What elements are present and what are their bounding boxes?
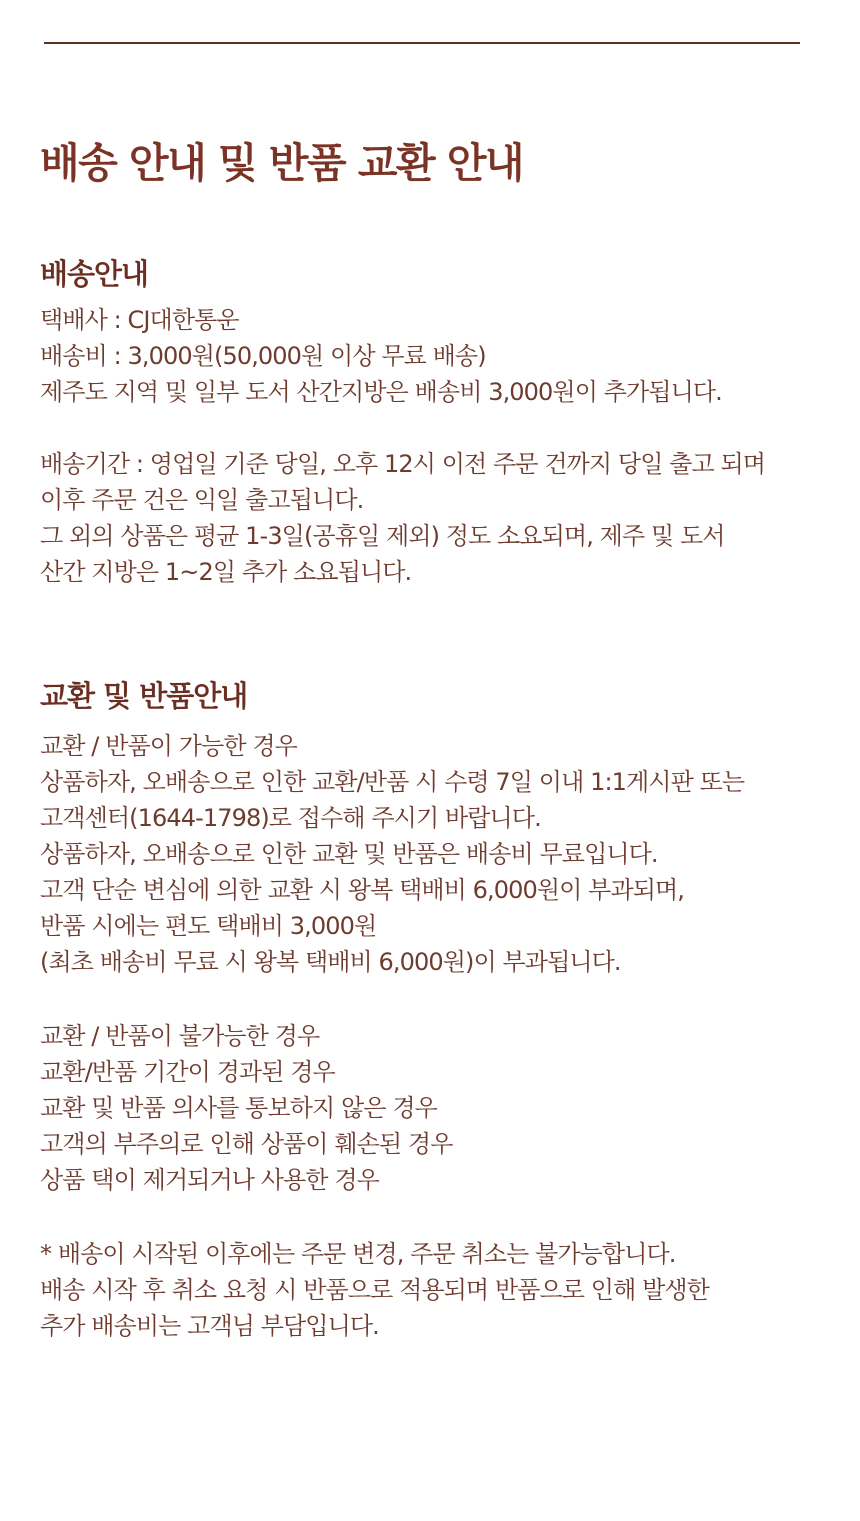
top-divider xyxy=(44,42,800,44)
returns-possible-title: 교환 / 반품이 가능한 경우 xyxy=(40,732,297,760)
returns-possible-line: 상품하자, 오배송으로 인한 교환/반품 시 수령 7일 이내 1:1게시판 또는 xyxy=(40,768,745,796)
shipping-period-line: 그 외의 상품은 평균 1-3일(공휴일 제외) 정도 소요되며, 제주 및 도서 xyxy=(40,522,725,550)
cancellation-notice xyxy=(40,1236,709,1344)
returns-possible xyxy=(40,728,744,980)
shipping-info xyxy=(40,302,722,410)
notice-line: 추가 배송비는 고객님 부담입니다. xyxy=(40,1312,379,1340)
returns-possible-line: (최초 배송비 무료 시 왕복 택배비 6,000원)이 부과됩니다. xyxy=(40,948,621,976)
returns-impossible-line: 고객의 부주의로 인해 상품이 훼손된 경우 xyxy=(40,1130,453,1158)
notice-line: 배송 시작 후 취소 요청 시 반품으로 적용되며 반품으로 인해 발생한 xyxy=(40,1276,709,1304)
returns-possible-line: 반품 시에는 편도 택배비 3,000원 xyxy=(40,912,377,940)
notice-line: * 배송이 시작된 이후에는 주문 변경, 주문 취소는 불가능합니다. xyxy=(40,1240,676,1268)
shipping-period-line: 배송기간 : 영업일 기준 당일, 오후 12시 이전 주문 건까지 당일 출고 되며 xyxy=(40,450,766,478)
returns-possible-line: 상품하자, 오배송으로 인한 교환 및 반품은 배송비 무료입니다. xyxy=(40,840,658,868)
returns-impossible xyxy=(40,1018,452,1198)
returns-impossible-line: 상품 택이 제거되거나 사용한 경우 xyxy=(40,1166,379,1194)
returns-impossible-title: 교환 / 반품이 불가능한 경우 xyxy=(40,1022,320,1050)
shipping-fee-line: 배송비 : 3,000원(50,000원 이상 무료 배송) xyxy=(40,342,486,370)
shipping-period xyxy=(40,446,765,590)
shipping-heading: 배송안내 xyxy=(40,257,149,291)
page-title: 배송 안내 및 반품 교환 안내 xyxy=(40,139,524,187)
returns-possible-line: 고객 단순 변심에 의한 교환 시 왕복 택배비 6,000원이 부과되며, xyxy=(40,876,685,904)
returns-impossible-line: 교환/반품 기간이 경과된 경우 xyxy=(40,1058,335,1086)
returns-possible-line: 고객센터(1644-1798)로 접수해 주시기 바랍니다. xyxy=(40,804,541,832)
jeju-surcharge-line: 제주도 지역 및 일부 도서 산간지방은 배송비 3,000원이 추가됩니다. xyxy=(40,378,722,406)
returns-heading: 교환 및 반품안내 xyxy=(40,679,248,713)
returns-impossible-line: 교환 및 반품 의사를 통보하지 않은 경우 xyxy=(40,1094,437,1122)
shipping-period-line: 산간 지방은 1~2일 추가 소요됩니다. xyxy=(40,558,412,586)
shipping-period-line: 이후 주문 건은 익일 출고됩니다. xyxy=(40,486,364,514)
courier-line: 택배사 : CJ대한통운 xyxy=(40,306,239,334)
